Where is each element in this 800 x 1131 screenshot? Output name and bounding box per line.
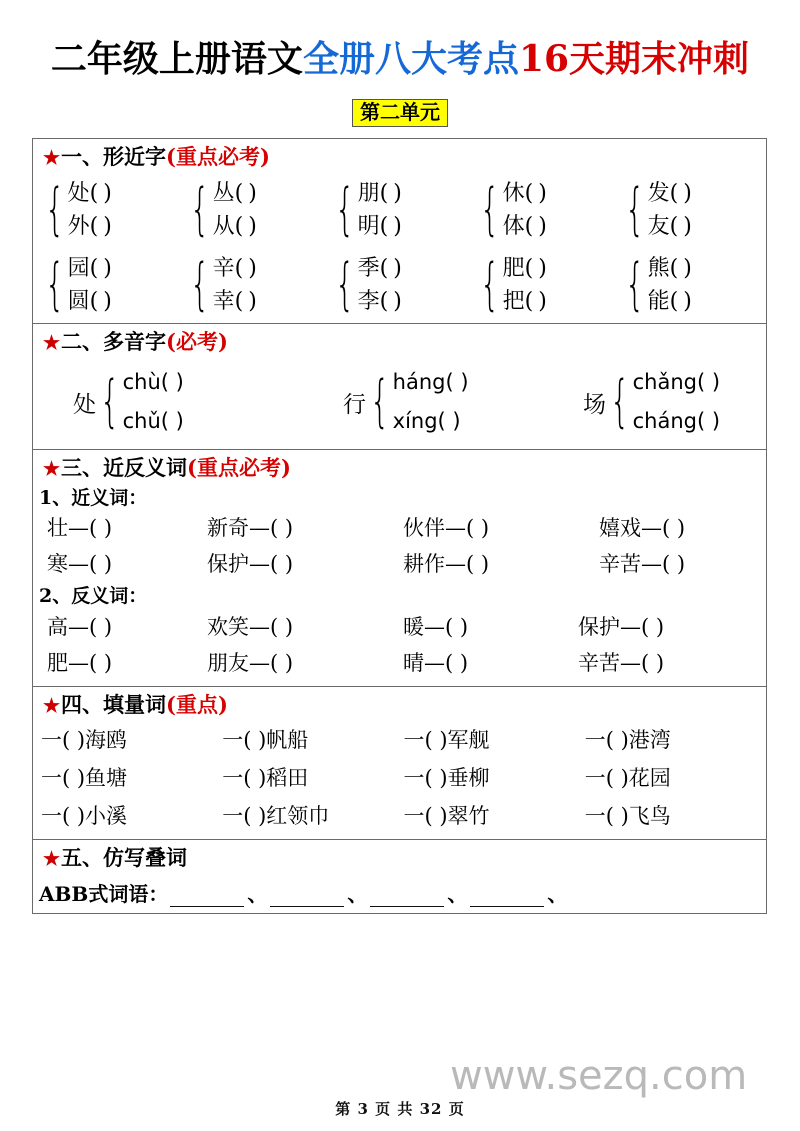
word-item: 晴—( ) [403, 651, 469, 676]
pair-top: 辛 ( ) [213, 252, 256, 285]
curly-brace-icon: { [610, 368, 630, 434]
word-item: 寒—( ) [47, 552, 113, 577]
pair-top: 朋 ( ) [358, 177, 401, 210]
word-item: 保护—( ) [578, 615, 665, 640]
curly-brace-icon: { [480, 177, 500, 243]
liangci-row-3 [33, 797, 766, 839]
section-4-heading [33, 687, 766, 721]
duoyinzi-reading: chǔ( ) [122, 409, 184, 434]
word-item: 伙伴—( ) [403, 516, 490, 541]
duoyinzi-item [583, 363, 720, 441]
star-icon: ★ [43, 695, 61, 718]
star-icon: ★ [43, 847, 61, 870]
measure-word-item: 一( )翠竹 [403, 803, 490, 828]
measure-word-item: 一( )垂柳 [403, 765, 490, 790]
main-title-line [0, 40, 800, 80]
pair-bottom: 李 ( ) [358, 285, 401, 318]
antonyms-row-2 [33, 645, 766, 686]
curly-brace-icon: { [100, 368, 120, 434]
liangci-row-2 [33, 759, 766, 797]
unit-badge-wrap [0, 99, 800, 127]
duoyinzi-char: 场 [583, 391, 606, 418]
brace-pair [621, 177, 766, 244]
abb-separator: 、 [447, 881, 468, 906]
curly-brace-icon: { [625, 177, 645, 243]
word-item: 欢笑—( ) [207, 615, 294, 640]
section-liangci [33, 687, 766, 840]
pair-bottom: 从 ( ) [213, 210, 256, 243]
brace-pair [41, 177, 186, 244]
duoyinzi-reading: háng( ) [392, 370, 469, 395]
section-3-number: 三、 [61, 454, 104, 480]
section-2-note: (必考) [166, 328, 228, 354]
curly-brace-icon: { [190, 177, 210, 243]
section-1-heading [33, 139, 766, 173]
section-4-note: (重点) [166, 692, 228, 718]
curly-brace-icon: { [335, 251, 355, 317]
brace-pair [186, 177, 331, 244]
section-3-name: 近反义词 [103, 454, 188, 480]
abb-blank-4[interactable] [470, 889, 544, 907]
abb-separator: 、 [247, 881, 268, 906]
curly-brace-icon: { [45, 177, 65, 243]
brace-pair [41, 252, 186, 319]
title-part-black: 二年级上册语文 [50, 38, 303, 80]
worksheet-table [32, 138, 767, 914]
star-icon: ★ [43, 457, 61, 480]
section-4-number: 四、 [61, 692, 104, 718]
unit-badge: 第二单元 [352, 99, 448, 127]
title-part-red: 16天期末冲刺 [518, 38, 750, 80]
section-2-number: 二、 [61, 328, 104, 354]
synonyms-row-1 [33, 510, 766, 546]
measure-word-item: 一( )小溪 [41, 803, 128, 828]
pair-bottom: 能 ( ) [648, 285, 691, 318]
abb-label: ABB式词语： [39, 881, 169, 906]
synonyms-label: 1、近义词： [39, 486, 148, 509]
site-watermark: www.sezq.com [450, 1053, 748, 1099]
word-item: 嬉戏—( ) [599, 516, 686, 541]
duoyinzi-char: 处 [73, 391, 96, 418]
brace-pair [331, 177, 476, 244]
pair-top: 处 ( ) [68, 177, 111, 210]
section-3-note: (重点必考) [187, 454, 291, 480]
pair-bottom: 明 ( ) [358, 210, 401, 243]
brace-pair [476, 177, 621, 244]
section-xingjinzi [33, 139, 766, 324]
pair-top: 休 ( ) [503, 177, 546, 210]
pair-bottom: 圆 ( ) [68, 285, 111, 318]
abb-blank-1[interactable] [170, 889, 244, 907]
pair-top: 发 ( ) [648, 177, 691, 210]
measure-word-item: 一( )稻田 [222, 765, 309, 790]
section-diecit [33, 840, 766, 913]
pair-top: 肥 ( ) [503, 252, 546, 285]
curly-brace-icon: { [370, 368, 390, 434]
section-1-note: (重点必考) [166, 144, 270, 169]
duoyinzi-row [33, 357, 766, 449]
section-5-heading [33, 840, 766, 874]
duoyinzi-reading: cháng( ) [632, 409, 721, 434]
xingjinzi-row-1 [33, 173, 766, 248]
measure-word-item: 一( )鱼塘 [41, 765, 128, 790]
pair-bottom: 体 ( ) [503, 210, 546, 243]
pair-bottom: 友 ( ) [648, 210, 691, 243]
abb-blank-2[interactable] [270, 889, 344, 907]
section-2-name: 多音字 [103, 328, 167, 354]
word-item: 暖—( ) [403, 615, 469, 640]
antonyms-row-1 [33, 609, 766, 645]
duoyinzi-item [343, 363, 583, 441]
brace-pair [186, 252, 331, 319]
measure-word-item: 一( )港湾 [584, 727, 671, 752]
liangci-row-1 [33, 721, 766, 759]
duoyinzi-item [73, 363, 343, 441]
pair-bottom: 幸 ( ) [213, 285, 256, 318]
word-item: 耕作—( ) [403, 552, 490, 577]
word-item: 辛苦—( ) [578, 651, 665, 676]
word-item: 朋友—( ) [207, 651, 294, 676]
word-item: 壮—( ) [47, 516, 113, 541]
word-item: 辛苦—( ) [599, 552, 686, 577]
curly-brace-icon: { [190, 251, 210, 317]
title-part-blue: 全册八大考点 [302, 38, 519, 80]
pair-bottom: 外 ( ) [68, 210, 111, 243]
antonyms-label: 2、反义词： [39, 585, 148, 608]
synonyms-row-2 [33, 546, 766, 582]
pair-bottom: 把 ( ) [503, 285, 546, 318]
section-5-name: 仿写叠词 [103, 844, 188, 870]
duoyinzi-reading: chù( ) [122, 370, 184, 395]
pair-top: 熊 ( ) [648, 252, 691, 285]
measure-word-item: 一( )花园 [584, 765, 671, 790]
brace-pair [621, 252, 766, 319]
section-5-number: 五、 [61, 844, 104, 870]
pair-top: 丛 ( ) [213, 177, 256, 210]
abb-exercise-line [33, 874, 766, 913]
brace-pair [476, 252, 621, 319]
word-item: 新奇—( ) [207, 516, 294, 541]
duoyinzi-reading: xíng( ) [392, 409, 461, 434]
pair-top: 季 ( ) [358, 252, 401, 285]
page-footer: 第 3 页 共 32 页 [335, 1100, 465, 1118]
section-1-number: 一、 [61, 144, 104, 169]
section-jinfanyici [33, 450, 766, 687]
star-icon: ★ [43, 147, 61, 169]
abb-blank-3[interactable] [370, 889, 444, 907]
measure-word-item: 一( )帆船 [222, 727, 309, 752]
page-title [0, 40, 800, 80]
abb-separator: 、 [547, 881, 568, 906]
measure-word-item: 一( )军舰 [403, 727, 490, 752]
measure-word-item: 一( )红领巾 [222, 803, 330, 828]
pair-top: 园 ( ) [68, 252, 111, 285]
curly-brace-icon: { [625, 251, 645, 317]
section-1-name: 形近字 [103, 144, 167, 169]
curly-brace-icon: { [335, 177, 355, 243]
duoyinzi-reading: chǎng( ) [632, 370, 721, 395]
xingjinzi-row-2 [33, 248, 766, 323]
measure-word-item: 一( )飞鸟 [584, 803, 671, 828]
word-item: 高—( ) [47, 615, 113, 640]
section-3-heading [33, 450, 766, 484]
section-4-name: 填量词 [103, 692, 167, 718]
brace-pair [331, 252, 476, 319]
duoyinzi-char: 行 [343, 391, 366, 418]
section-duoyinzi [33, 324, 766, 450]
measure-word-item: 一( )海鸥 [41, 727, 128, 752]
section-2-heading [33, 324, 766, 358]
word-item: 肥—( ) [47, 651, 113, 676]
abb-separator: 、 [347, 881, 368, 906]
curly-brace-icon: { [45, 251, 65, 317]
star-icon: ★ [43, 331, 61, 354]
curly-brace-icon: { [480, 251, 500, 317]
word-item: 保护—( ) [207, 552, 294, 577]
